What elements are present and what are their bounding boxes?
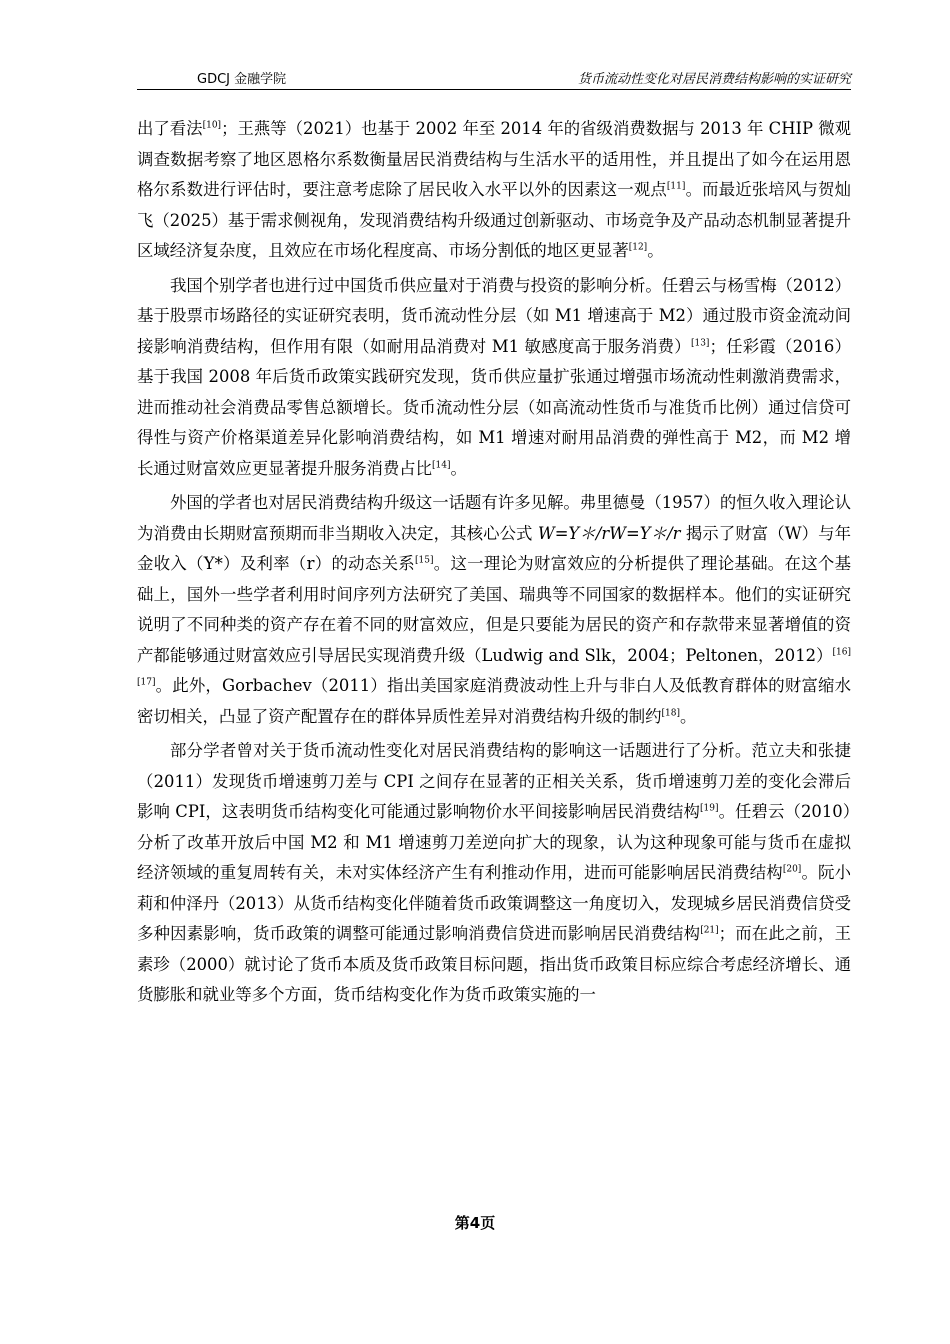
citation-ref: [15] — [414, 555, 434, 566]
paragraph-p3 — [137, 488, 851, 732]
text-run: 出了看法 — [137, 119, 203, 138]
citation-ref: [11] — [666, 181, 686, 192]
body-text — [137, 114, 851, 1015]
text-run: 。阮小莉和仲泽丹（2013）从货币结构变化伴随着货币政策调整这一角度切入，发现城乡居民消费信贷受多种因素影响，货币政策的调整可能通过影响消费信贷进而影响居民消费结构 — [137, 863, 852, 943]
text-run: 。 — [679, 706, 697, 726]
citation-ref: [20] — [782, 864, 802, 875]
paragraph-p1 — [137, 114, 851, 267]
page-header — [137, 64, 851, 90]
header-paper-title: 货币流动性变化对居民消费结构影响的实证研究 — [577, 72, 851, 87]
citation-ref: [16] — [832, 647, 851, 658]
text-run: 。而最近张培风与贺灿飞（2025）基于需求侧视角，发现消费结构升级通过创新驱动、市场竞争及产品动态机制显著提升区域经济复杂度，且效应在市场化程度高、市场分割低的地区更显著 — [137, 180, 852, 260]
text-run: 外国的学者也对居民消费结构升级这一话题有许多见解。弗里德曼（1957）的恒久收入理论认为消费由长期财富预期而非当期收入决定，其核心公式 — [137, 493, 851, 543]
text-run: ；任彩霞（2016）基于我国 2008 年后货币政策实践研究发现，货币供应量扩张通过增强市场流动性刺激消费需求，进而推动社会消费品零售总额增长。货币流动性分层（如高流动性货币与准货币比例）通过信贷可得性与资产价格渠道差异化影响消费结构，如 M1 增速对耐用品消费的弹性高于 M2，而 M2 增长通过财富效应更显著提升服务消费占比 — [137, 336, 851, 478]
text-run: 。 — [450, 458, 467, 478]
text-run: 。这一理论为财富效应的分析提供了理论基础。在这个基础上，国外一些学者利用时间序列方法研究了美国、瑞典等不同国家的数据样本。他们的实证研究说明了不同种类的资产存在着不同的财富效应，但是只要能为居民的资产和存款带来显著增值的资产都能够通过财富效应引导居民实现消费升级（Ludwig and Slk，2004；Peltonen，2012） — [137, 554, 851, 665]
citation-ref: [12] — [628, 242, 648, 253]
paragraph-p4 — [137, 736, 851, 1011]
paragraph-p2 — [137, 271, 851, 485]
text-run: 我国个别学者也进行过中国货币供应量对于消费与投资的影响分析。任碧云与杨雪梅（2012）基于股票市场路径的实证研究表明，货币流动性分层（如 M1 增速高于 M2）通过股市资金流动间接影响消费结构，但作用有限（如耐用品消费对 M1 敏感度高于服务消费） — [137, 275, 851, 356]
citation-ref: [13] — [690, 338, 710, 349]
page-number: 第4页 — [454, 1214, 496, 1232]
text-run: ；王燕等（2021）也基于 2002 年至 2014 年的省级消费数据与 2013 年 CHIP 微观调查数据考察了地区恩格尔系数衡量居民消费结构与生活水平的适用性，并且提出了如今在运用恩格尔系数进行评估时，要注意考虑除了居民收入水平以外的因素这一观点 — [137, 119, 851, 199]
citation-ref: [21] — [700, 925, 719, 936]
formula: W=Y＊/rW=Y＊/r — [537, 523, 681, 543]
citation-ref: [18] — [661, 708, 680, 719]
citation-ref: [19] — [699, 803, 719, 814]
citation-ref: [17] — [137, 677, 156, 688]
text-run: 部分学者曾对关于货币流动性变化对居民消费结构的影响这一话题进行了分析。范立夫和张捷（2011）发现货币增速剪刀差与 CPI 之间存在显著的正相关关系，货币增速剪刀差的变化会滞后影响 CPI，这表明货币结构变化可能通过影响物价水平间接影响居民消费结构 — [137, 741, 851, 821]
text-run: 。任碧云（2010）分析了改革开放后中国 M2 和 M1 增速剪刀差逆向扩大的现象，认为这种现象可能与货币在虚拟经济领域的重复周转有关，未对实体经济产生有利推动作用，进而可能影响居民消费结构 — [137, 802, 851, 882]
text-run: 。此外，Gorbachev（2011）指出美国家庭消费波动性上升与非白人及低教育群体的财富缩水密切相关，凸显了资产配置存在的群体异质性差异对消费结构升级的制约 — [137, 676, 851, 726]
citation-ref: [10] — [202, 120, 222, 131]
header-school: GDCJ 金融学院 — [197, 72, 287, 87]
text-run: 。 — [647, 241, 664, 260]
citation-ref: [14] — [432, 460, 451, 471]
text-run: 揭示了财富（W）与年金收入（Y*）及利率（r）的动态关系 — [137, 523, 851, 573]
text-run: ；而在此之前，王素珍（2000）就讨论了货币本质及货币政策目标问题，指出货币政策目标应综合考虑经济增长、通货膨胀和就业等多个方面，货币结构变化作为货币政策实施的一 — [137, 924, 852, 1004]
